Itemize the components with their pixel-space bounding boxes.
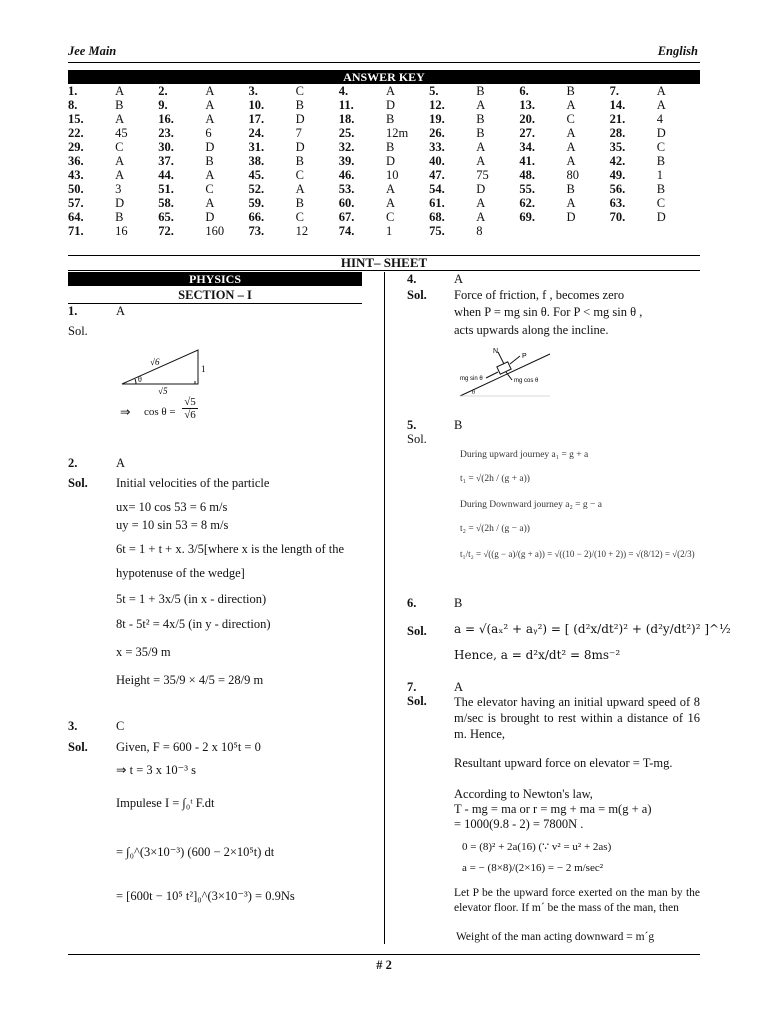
answer-key-answer: 12 bbox=[295, 224, 309, 238]
answer-key-answer: A bbox=[385, 196, 395, 210]
answer-key-row bbox=[68, 168, 700, 182]
answer-key-question: 63. bbox=[609, 196, 626, 210]
q1-angle-label: θ bbox=[138, 375, 142, 384]
answer-key-question: 28. bbox=[609, 126, 626, 140]
answer-key-question: 15. bbox=[68, 112, 84, 126]
answer-key-question: 2. bbox=[158, 84, 168, 98]
answer-key-answer: A bbox=[566, 98, 576, 112]
answer-key-answer: A bbox=[385, 182, 395, 196]
q5-line-5: t₁/t₂ = √((g − a)/(g + a)) = √((10 − 2)/(10 + 2)) = √(8/12) = √(2/3) bbox=[460, 549, 695, 559]
answer-key-answer: 4 bbox=[656, 112, 663, 126]
answer-key-answer: A bbox=[205, 112, 215, 126]
q6-answer: B bbox=[454, 596, 463, 610]
answer-key-question: 23. bbox=[158, 126, 174, 140]
q7-paragraph-2: Resultant upward force on elevator = T-mg. bbox=[454, 756, 673, 770]
answer-key-question: 61. bbox=[429, 196, 445, 210]
answer-key-question: 30. bbox=[158, 140, 174, 154]
answer-key-answer: C bbox=[205, 182, 214, 196]
answer-key-answer: A bbox=[476, 98, 486, 112]
answer-key-answer: D bbox=[656, 210, 666, 224]
answer-key-question: 60. bbox=[338, 196, 355, 210]
answer-key-question: 36. bbox=[68, 154, 84, 168]
q4-sol-label: Sol. bbox=[407, 288, 427, 302]
answer-key-answer: C bbox=[295, 210, 305, 224]
page-number: # 2 bbox=[376, 958, 392, 972]
q3-line-4: = ∫₀^(3×10⁻³) (600 − 2×10⁵t) dt bbox=[116, 845, 275, 859]
answer-key-question: 49. bbox=[609, 168, 626, 182]
header-divider bbox=[68, 62, 700, 63]
q2-line-4: 6t = 1 + t + x. 3/5[where x is the length of the bbox=[116, 542, 345, 556]
q3-line-3: Impulese I = ∫₀ᵗ F.dt bbox=[116, 796, 215, 810]
q4-line-1: Force of friction, f , becomes zero bbox=[454, 288, 625, 302]
answer-key-answer: B bbox=[295, 98, 305, 112]
q4-mgcos-label: mg cos θ bbox=[514, 378, 539, 384]
exam-name: Jee Main bbox=[68, 44, 117, 58]
answer-key-question: 64. bbox=[68, 210, 84, 224]
answer-key-question: 33. bbox=[429, 140, 445, 154]
q4-line-3: acts upwards along the incline. bbox=[454, 323, 609, 337]
answer-key-answer: 75 bbox=[476, 168, 489, 182]
answer-key-question: 71. bbox=[68, 224, 84, 238]
q2-line-9: Height = 35/9 × 4/5 = 28/9 m bbox=[116, 673, 264, 687]
answer-key-answer: A bbox=[656, 98, 666, 112]
answer-key-question: 1. bbox=[68, 84, 78, 98]
answer-key-question: 3. bbox=[248, 84, 258, 98]
answer-key-answer: A bbox=[205, 196, 215, 210]
answer-key-question: 44. bbox=[158, 168, 174, 182]
answer-key-row bbox=[68, 196, 700, 210]
answer-key-question: 52. bbox=[248, 182, 265, 196]
q5-line-4: t₂ = √(2h / (g − a)) bbox=[460, 524, 530, 534]
answer-key-question: 53. bbox=[338, 182, 355, 196]
answer-key-question: 48. bbox=[519, 168, 535, 182]
answer-key-answer: D bbox=[476, 182, 486, 196]
answer-key-answer: C bbox=[295, 168, 305, 182]
q4-mgsin-label: mg sin θ bbox=[460, 376, 483, 382]
answer-key-question: 20. bbox=[519, 112, 535, 126]
answer-key-answer: D bbox=[385, 154, 395, 168]
answer-key-question: 16. bbox=[158, 112, 174, 126]
answer-key-answer: B bbox=[476, 84, 485, 98]
answer-key-answer: A bbox=[656, 84, 666, 98]
answer-key-row bbox=[68, 140, 700, 154]
answer-key-answer: A bbox=[566, 154, 576, 168]
answer-key-answer: D bbox=[295, 112, 305, 126]
answer-key-answer: A bbox=[205, 84, 215, 98]
answer-key-question: 70. bbox=[609, 210, 626, 224]
answer-key-question: 19. bbox=[429, 112, 445, 126]
answer-key-question: 50. bbox=[68, 182, 84, 196]
q1-result-den: √6 bbox=[184, 409, 196, 421]
answer-key-question: 42. bbox=[609, 154, 626, 168]
answer-key-answer: D bbox=[656, 126, 666, 140]
q4-incline-figure bbox=[456, 344, 556, 400]
answer-key-answer: A bbox=[476, 196, 486, 210]
answer-key-question: 27. bbox=[519, 126, 535, 140]
q6-sol-label: Sol. bbox=[407, 624, 427, 638]
answer-key-question: 47. bbox=[429, 168, 445, 182]
answer-key-answer: 45 bbox=[115, 126, 128, 140]
q3-line-1: Given, F = 600 - 2 x 10⁵t = 0 bbox=[116, 740, 261, 754]
answer-key-question: 62. bbox=[519, 196, 535, 210]
answer-key-question: 68. bbox=[429, 210, 445, 224]
q3-line-5: = [600t − 10⁵ t²]₀^(3×10⁻³) = 0.9Ns bbox=[116, 889, 295, 903]
answer-key-question: 21. bbox=[609, 112, 626, 126]
q2-line-2: ux= 10 cos 53 = 6 m/s bbox=[116, 500, 228, 514]
answer-key-answer: B bbox=[115, 210, 124, 224]
answer-key-answer: A bbox=[115, 154, 125, 168]
answer-key-answer: B bbox=[205, 154, 214, 168]
answer-key-row bbox=[68, 126, 700, 140]
hint-bottom-rule bbox=[68, 270, 700, 271]
q1-triangle-figure bbox=[118, 344, 208, 394]
answer-key-question: 54. bbox=[429, 182, 445, 196]
answer-key-question: 14. bbox=[609, 98, 626, 112]
answer-key-question: 69. bbox=[519, 210, 535, 224]
answer-key-answer: A bbox=[205, 168, 215, 182]
answer-key-question: 31. bbox=[248, 140, 265, 154]
q4-number: 4. bbox=[407, 272, 417, 286]
q1-sol-label: Sol. bbox=[68, 324, 88, 338]
q5-sol-label: Sol. bbox=[407, 432, 427, 446]
answer-key-answer: B bbox=[385, 140, 395, 154]
q7-paragraph-6: Let P be the upward force exerted on the man by the elevator floor. If m´ be the mass of the man, then bbox=[454, 887, 700, 914]
answer-key-answer: 10 bbox=[385, 168, 399, 182]
answer-key-answer: C bbox=[656, 140, 666, 154]
q2-line-1: Initial velocities of the particle bbox=[116, 476, 270, 490]
answer-key-answer: C bbox=[115, 140, 124, 154]
q7-sol-label: Sol. bbox=[407, 694, 427, 708]
answer-key-row bbox=[68, 210, 700, 224]
answer-key-question: 8. bbox=[68, 98, 78, 112]
q4-answer: A bbox=[454, 272, 464, 286]
answer-key-answer: A bbox=[566, 126, 576, 140]
answer-key-row bbox=[68, 224, 700, 238]
answer-key-question: 66. bbox=[248, 210, 265, 224]
q1-side-label: 1 bbox=[201, 364, 206, 374]
answer-key-answer: A bbox=[476, 154, 486, 168]
answer-key-row bbox=[68, 98, 700, 112]
answer-key-question: 11. bbox=[338, 98, 354, 112]
q5-line-3: During Downward journey a₂ = g − a bbox=[460, 500, 602, 510]
answer-key-answer: B bbox=[476, 112, 485, 126]
q2-sol-label: Sol. bbox=[68, 476, 88, 490]
answer-key-question: 58. bbox=[158, 196, 174, 210]
q5-answer: B bbox=[454, 418, 463, 432]
q7-answer: A bbox=[454, 680, 464, 694]
answer-key-answer: 6 bbox=[205, 126, 212, 140]
hint-sheet-title: HINT– SHEET bbox=[340, 255, 428, 270]
answer-key-answer: D bbox=[115, 196, 125, 210]
answer-key-answer: D bbox=[205, 140, 215, 154]
q1-answer: A bbox=[116, 304, 126, 318]
column-divider bbox=[384, 272, 385, 944]
answer-key-answer: 160 bbox=[205, 224, 225, 238]
answer-key-question: 57. bbox=[68, 196, 84, 210]
q1-number: 1. bbox=[68, 304, 78, 318]
q1-implies: ⇒ bbox=[120, 405, 131, 419]
q2-line-5: hypotenuse of the wedge] bbox=[116, 566, 245, 580]
answer-key-answer: B bbox=[115, 98, 124, 112]
answer-key-question: 24. bbox=[248, 126, 265, 140]
q2-line-7: 8t - 5t² = 4x/5 (in y - direction) bbox=[116, 617, 271, 631]
answer-key-question: 59. bbox=[248, 196, 265, 210]
answer-key-question: 41. bbox=[519, 154, 535, 168]
answer-key-answer: C bbox=[656, 196, 666, 210]
q5-number: 5. bbox=[407, 418, 417, 432]
answer-key-question: 17. bbox=[248, 112, 265, 126]
answer-key-question: 72. bbox=[158, 224, 174, 238]
q4-line-2: when P = mg sin θ. For P < mg sin θ , bbox=[454, 305, 643, 319]
answer-key-question: 65. bbox=[158, 210, 174, 224]
answer-key-answer: 16 bbox=[115, 224, 128, 238]
answer-key-question: 67. bbox=[338, 210, 355, 224]
answer-key-answer: B bbox=[385, 112, 395, 126]
q3-sol-label: Sol. bbox=[68, 740, 88, 754]
answer-key-question: 51. bbox=[158, 182, 174, 196]
answer-key-answer: A bbox=[385, 84, 395, 98]
q2-line-8: x = 35/9 m bbox=[116, 645, 171, 659]
q7-paragraph-3: According to Newton's law, bbox=[454, 787, 593, 801]
answer-key-question: 55. bbox=[519, 182, 535, 196]
answer-key-question: 35. bbox=[609, 140, 626, 154]
answer-key-answer: C bbox=[295, 84, 305, 98]
q7-paragraph-5: = 1000(9.8 - 2) = 7800N . bbox=[454, 817, 584, 831]
q7-equation-1: 0 = (8)² + 2a(16) (∵ v² = u² + 2as) bbox=[462, 841, 612, 853]
answer-key-question: 56. bbox=[609, 182, 626, 196]
answer-key-answer: C bbox=[566, 112, 575, 126]
q1-result-num: √5 bbox=[182, 396, 198, 409]
answer-key-question: 7. bbox=[609, 84, 619, 98]
subject-heading: PHYSICS bbox=[68, 272, 362, 286]
answer-key-answer: D bbox=[566, 210, 576, 224]
q2-number: 2. bbox=[68, 456, 78, 470]
answer-key-answer: B bbox=[476, 126, 485, 140]
answer-key-answer: C bbox=[385, 210, 395, 224]
q1-hyp-label: √6 bbox=[150, 357, 160, 367]
q4-p-label: P bbox=[522, 353, 527, 360]
answer-key-answer: A bbox=[115, 168, 125, 182]
answer-key-row bbox=[68, 84, 700, 98]
answer-key-answer: B bbox=[566, 182, 575, 196]
answer-key-answer: 7 bbox=[295, 126, 302, 140]
answer-key-question: 5. bbox=[429, 84, 439, 98]
answer-key-question: 40. bbox=[429, 154, 445, 168]
answer-key-answer: A bbox=[566, 140, 576, 154]
answer-key-row bbox=[68, 112, 700, 126]
q7-equation-2: a = − (8×8)/(2×16) = − 2 m/sec² bbox=[462, 862, 604, 874]
answer-key-answer: A bbox=[476, 140, 486, 154]
answer-key-answer: A bbox=[205, 98, 215, 112]
answer-key-question: 12. bbox=[429, 98, 445, 112]
answer-key-question: 9. bbox=[158, 98, 168, 112]
answer-key-question: 38. bbox=[248, 154, 265, 168]
answer-key-title: ANSWER KEY bbox=[68, 70, 700, 84]
answer-key-question: 39. bbox=[338, 154, 355, 168]
answer-key-question: 25. bbox=[338, 126, 355, 140]
answer-key-answer: 8 bbox=[476, 224, 483, 238]
q5-line-1: During upward journey a₁ = g + a bbox=[460, 450, 589, 460]
answer-key-question: 13. bbox=[519, 98, 535, 112]
answer-key-answer: D bbox=[205, 210, 215, 224]
answer-key-question: 4. bbox=[338, 84, 349, 98]
q2-line-3: uy = 10 sin 53 = 8 m/s bbox=[116, 518, 229, 532]
answer-key-row bbox=[68, 182, 700, 196]
answer-key-answer: D bbox=[385, 98, 395, 112]
answer-key-question: 18. bbox=[338, 112, 355, 126]
answer-key-answer: A bbox=[566, 196, 576, 210]
q4-theta-label: θ bbox=[472, 390, 475, 396]
answer-key-question: 29. bbox=[68, 140, 84, 154]
q2-line-6: 5t = 1 + 3x/5 (in x - direction) bbox=[116, 592, 267, 606]
answer-key-answer: 3 bbox=[115, 182, 122, 196]
answer-key-answer: B bbox=[566, 84, 575, 98]
q3-number: 3. bbox=[68, 719, 78, 733]
answer-key-question: 74. bbox=[338, 224, 355, 238]
q1-result-frac bbox=[182, 396, 198, 421]
q1-base-label: √5 bbox=[158, 386, 168, 394]
answer-key-question: 26. bbox=[429, 126, 445, 140]
q7-number: 7. bbox=[407, 680, 417, 694]
footer-rule bbox=[68, 954, 700, 955]
answer-key-answer: A bbox=[476, 210, 486, 224]
answer-key-answer: B bbox=[656, 182, 666, 196]
answer-key-answer: B bbox=[295, 196, 305, 210]
answer-key-answer: A bbox=[115, 84, 125, 98]
q7-paragraph-4: T - mg = ma or r = mg + ma = m(g + a) bbox=[454, 802, 652, 816]
section-heading: SECTION – I bbox=[68, 288, 362, 304]
answer-key-question: 73. bbox=[248, 224, 265, 238]
answer-key-question: 37. bbox=[158, 154, 174, 168]
answer-key-answer: 12m bbox=[385, 126, 409, 140]
answer-key-answer: 1 bbox=[385, 224, 393, 238]
q3-answer: C bbox=[116, 719, 125, 733]
answer-key-question: 43. bbox=[68, 168, 84, 182]
answer-key-question: 34. bbox=[519, 140, 535, 154]
q1-result-lhs: cos θ = bbox=[144, 406, 176, 418]
q7-paragraph-7: Weight of the man acting downward = m´g bbox=[456, 931, 655, 943]
answer-key-answer: B bbox=[295, 154, 305, 168]
answer-key-answer: 1 bbox=[656, 168, 663, 182]
answer-key-answer: B bbox=[656, 154, 666, 168]
answer-key-question: 10. bbox=[248, 98, 265, 112]
answer-key-table bbox=[68, 84, 700, 238]
answer-key-answer: D bbox=[295, 140, 305, 154]
q3-line-2: ⇒ t = 3 x 10⁻³ s bbox=[116, 763, 196, 777]
answer-key-answer: A bbox=[115, 112, 125, 126]
q2-answer: A bbox=[116, 456, 126, 470]
answer-key-question: 75. bbox=[429, 224, 445, 238]
answer-key-question: 46. bbox=[338, 168, 355, 182]
q6-line-2: Hence, a = d²x/dt² = 8ms⁻² bbox=[454, 648, 621, 662]
q6-line-1: a = √(aₓ² + aᵧ²) = [ (d²x/dt²)² + (d²y/dt²)² ]^½ bbox=[454, 622, 731, 636]
q7-paragraph-1: The elevator having an initial upward speed of 8 m/sec is brought to rest within a distance of 16 m. Hence, bbox=[454, 695, 700, 741]
answer-key-question: 22. bbox=[68, 126, 84, 140]
answer-key-question: 45. bbox=[248, 168, 265, 182]
answer-key-answer: 80 bbox=[566, 168, 579, 182]
answer-key-question: 32. bbox=[338, 140, 355, 154]
answer-key-question: 6. bbox=[519, 84, 529, 98]
language-label: English bbox=[657, 44, 698, 58]
answer-key-row bbox=[68, 154, 700, 168]
q4-n-label: N bbox=[493, 348, 499, 355]
q5-line-2: t₁ = √(2h / (g + a)) bbox=[460, 474, 530, 484]
answer-key-answer: A bbox=[295, 182, 305, 196]
q6-number: 6. bbox=[407, 596, 417, 610]
